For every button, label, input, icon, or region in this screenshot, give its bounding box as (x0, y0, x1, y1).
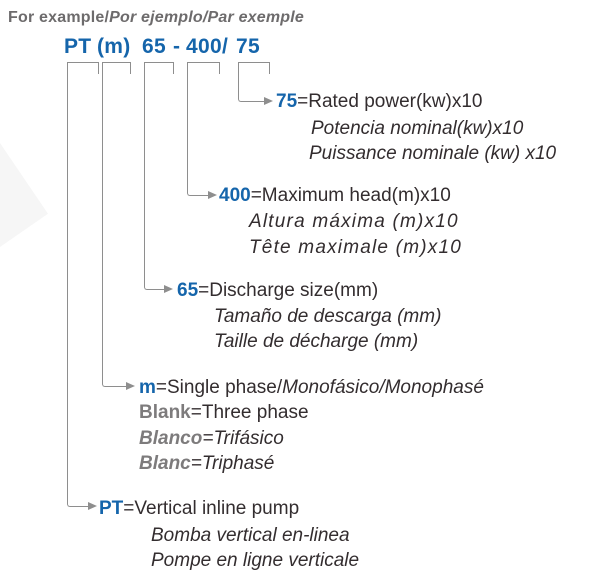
arrow-icon (264, 97, 273, 105)
legend-m-def-multi: Monofásico/Monophasé (282, 377, 484, 398)
legend-pt-line-fr: Pompe en ligne verticale (151, 550, 360, 571)
legend-65-line-es: Tamaño de descarga (mm) (214, 306, 442, 327)
legend-75-line-fr: Puissance nominale (kw) x10 (309, 143, 557, 164)
header-es: Por ejemplo/ (109, 9, 208, 26)
legend-pt-line-en (99, 499, 299, 520)
connector-pt (67, 62, 93, 507)
legend-m-line (139, 378, 484, 399)
arrow-icon (164, 285, 173, 293)
legend-75-key: 75 (276, 91, 298, 112)
legend-pt-line-es: Bomba vertical en-linea (151, 525, 350, 546)
code-token-dash: - (173, 35, 181, 58)
code-token-75: 75 (236, 35, 260, 58)
legend-blank-line (139, 403, 309, 424)
legend-65-key: 65 (177, 280, 199, 301)
connector-400 (187, 62, 213, 196)
code-token-pt: PT (64, 35, 92, 58)
connector-m (102, 62, 131, 387)
legend-75-line-es: Potencia nominal(kw)x10 (311, 118, 524, 139)
legend-blanc-key: Blanc (139, 453, 191, 474)
code-token-slash: / (222, 35, 229, 58)
legend-65-def-en: =Discharge size(mm) (198, 280, 379, 301)
legend-blanc-def: =Triphasé (190, 453, 275, 474)
arrow-icon (208, 191, 217, 199)
legend-blank-key: Blank (139, 402, 191, 423)
header-en: For example/ (8, 9, 110, 26)
legend-75-line-en (276, 92, 482, 113)
legend-blanco-key: Blanco (139, 428, 203, 449)
legend-75-def-en: =Rated power(kw)x10 (297, 91, 483, 112)
legend-400-def-en: =Maximum head(m)x10 (250, 185, 451, 206)
legend-65-line-en (177, 281, 378, 302)
connector-75 (238, 62, 269, 102)
example-header (8, 9, 304, 27)
legend-400-line-en (219, 186, 451, 207)
header-fr: Par exemple (207, 9, 305, 26)
legend-blanco-def: =Trifásico (202, 428, 284, 449)
arrow-icon (126, 382, 135, 390)
arrow-icon (88, 502, 97, 510)
connector-65 (144, 62, 169, 290)
legend-m-def-en: =Single phase/ (155, 377, 283, 398)
code-token-65: 65 (142, 35, 166, 58)
watermark-shape (0, 143, 48, 247)
legend-400-line-fr: Tête maximale (m)x10 (249, 237, 462, 258)
legend-pt-def-en: =Vertical inline pump (123, 498, 300, 519)
legend-pt-key: PT (99, 498, 124, 519)
code-token-m: (m) (97, 35, 131, 58)
legend-blanc-line (139, 454, 274, 475)
legend-blank-def: =Three phase (190, 402, 309, 423)
code-token-400: 400 (186, 35, 222, 58)
legend-400-key: 400 (219, 185, 251, 206)
legend-400-line-es: Altura máxima (m)x10 (249, 211, 459, 232)
legend-65-line-fr: Taille de décharge (mm) (214, 331, 419, 352)
legend-m-key: m (139, 377, 156, 398)
legend-blanco-line (139, 429, 284, 450)
